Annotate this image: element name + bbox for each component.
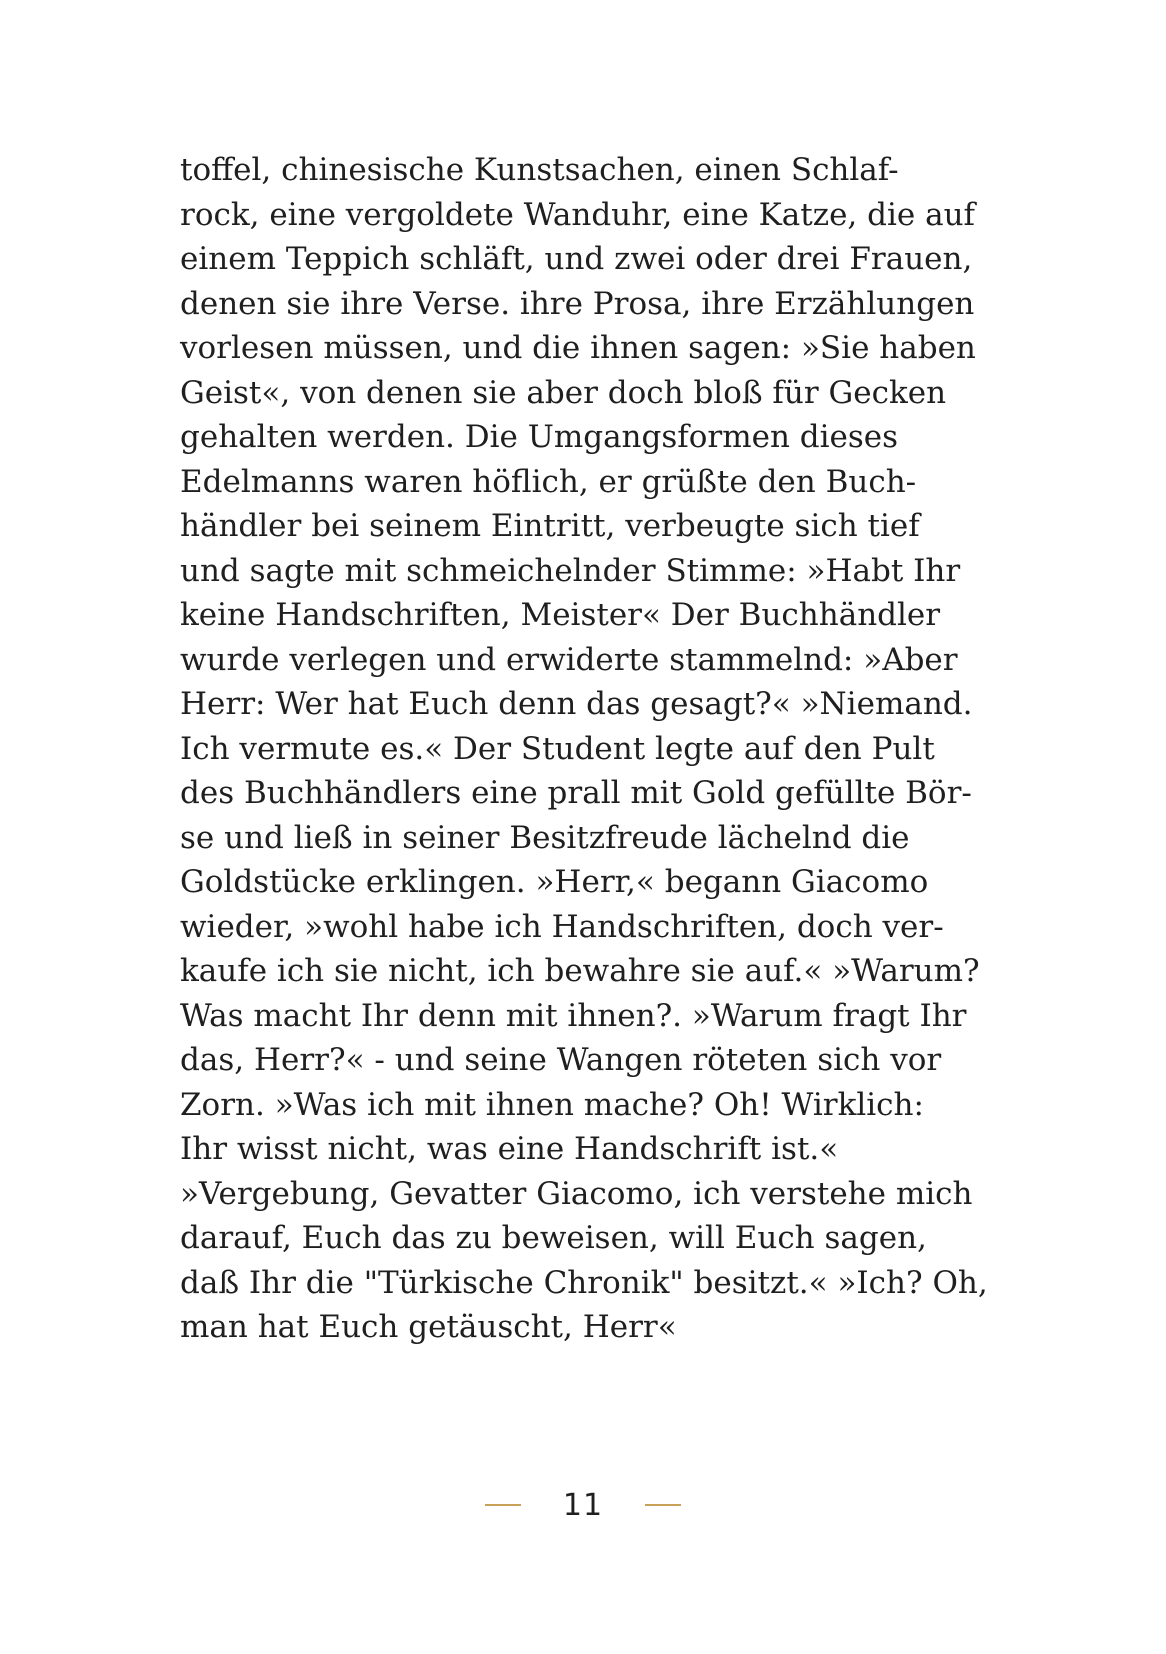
right-dash-ornament <box>645 1504 681 1506</box>
text-line: und sagte mit schmeichelnder Stimme: »Habt Ihr <box>180 552 961 589</box>
text-line: »Vergebung, Gevatter Giacomo, ich verstehe mich <box>180 1175 973 1212</box>
left-dash-ornament <box>485 1504 521 1506</box>
text-line: Geist«, von denen sie aber doch bloß für Gecken <box>180 374 947 411</box>
text-line: Goldstücke erklingen. »Herr,« begann Giacomo <box>180 864 929 900</box>
text-line: daß Ihr die "Türkische Chronik" besitzt.« »Ich? Oh, <box>180 1264 988 1301</box>
body-text <box>180 148 1000 1350</box>
text-line: händler bei seinem Eintritt, verbeugte sich tief <box>180 508 920 544</box>
text-line: gehalten werden. Die Umgangsformen dieses <box>180 419 899 455</box>
text-line: wurde verlegen und erwiderte stammelnd: »Aber <box>180 641 958 678</box>
text-line: Edelmanns waren höflich, er grüßte den Buch- <box>180 463 917 500</box>
text-line: darauf, Euch das zu beweisen, will Euch sagen, <box>180 1220 927 1256</box>
text-line: wieder, »wohl habe ich Handschriften, doch ver- <box>180 908 944 945</box>
text-line: einem Teppich schläft, und zwei oder drei Frauen, <box>180 241 973 277</box>
text-line: se und ließ in seiner Besitzfreude lächelnd die <box>180 819 910 856</box>
text-line: Zorn. »Was ich mit ihnen mache? Oh! Wirklich: <box>180 1086 924 1123</box>
text-line: Herr: Wer hat Euch denn das gesagt?« »Niemand. <box>180 686 973 722</box>
text-line: Ihr wisst nicht, was eine Handschrift ist.« <box>180 1131 839 1167</box>
page-footer <box>0 1480 1166 1530</box>
text-line: des Buchhändlers eine prall mit Gold gefüllte Bör- <box>180 775 972 811</box>
text-line: keine Handschriften, Meister« Der Buchhändler <box>180 597 941 633</box>
text-line: kaufe ich sie nicht, ich bewahre sie auf.« »Warum? <box>180 953 980 989</box>
text-line: denen sie ihre Verse. ihre Prosa, ihre Erzählungen <box>180 285 975 322</box>
text-line: das, Herr?« - und seine Wangen röteten sich vor <box>180 1042 942 1078</box>
text-line: rock, eine vergoldete Wanduhr, eine Katze, die auf <box>180 196 976 233</box>
text-line: Ich vermute es.« Der Student legte auf den Pult <box>180 730 935 767</box>
text-line: man hat Euch getäuscht, Herr« <box>180 1309 677 1345</box>
text-line: toffel, chinesische Kunstsachen, einen Schlaf- <box>180 152 899 188</box>
page-number: 11 <box>562 1487 604 1523</box>
text-line: vorlesen müssen, und die ihnen sagen: »Sie haben <box>180 330 976 366</box>
text-line: Was macht Ihr denn mit ihnen?. »Warum fragt Ihr <box>180 997 967 1034</box>
